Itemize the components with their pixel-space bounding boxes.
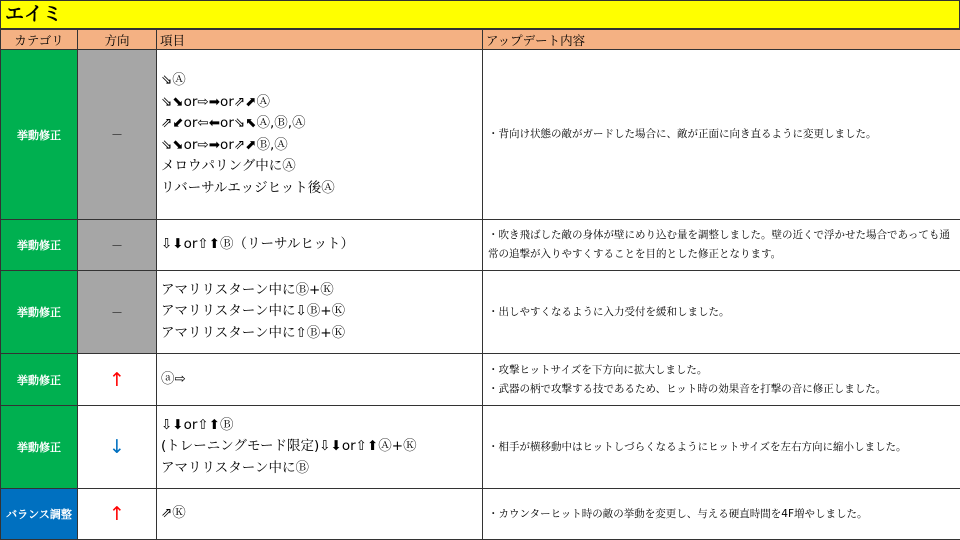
category-cell: 挙動修正 — [1, 406, 78, 489]
direction-none: － — [110, 305, 123, 320]
direction-cell — [78, 354, 157, 406]
update-table — [0, 29, 960, 540]
direction-cell — [78, 50, 157, 220]
header-category: カテゴリ — [1, 30, 78, 50]
category-cell: バランス調整 — [1, 489, 78, 540]
header-item: 項目 — [157, 30, 483, 50]
header-direction: 方向 — [78, 30, 157, 50]
table-row — [1, 50, 960, 220]
category-cell: 挙動修正 — [1, 354, 78, 406]
table-row — [1, 489, 960, 540]
category-cell: 挙動修正 — [1, 271, 78, 354]
up-arrow-icon: ↑ — [109, 368, 125, 391]
command-line: ⓐ⇨ — [161, 370, 186, 387]
content-line: ・出しやすくなるように入力受付を緩和しました。 — [488, 305, 730, 318]
command-line: アマリリスターン中にⒷ — [161, 459, 309, 476]
content-cell — [483, 271, 960, 354]
direction-cell — [78, 489, 157, 540]
direction-cell — [78, 220, 157, 271]
command-line: ⇗⬋or⇦⬅or⇘⬉Ⓐ,Ⓑ,Ⓐ — [161, 115, 306, 131]
content-cell — [483, 406, 960, 489]
table-row — [1, 406, 960, 489]
command-line: アマリリスターン中にⒷ+Ⓚ — [161, 281, 334, 298]
command-line: (トレーニングモード限定)⇩⬇or⇧⬆Ⓐ+Ⓚ — [161, 438, 417, 455]
content-line: ・カウンターヒット時の敵の挙動を変更し、与える硬直時間を4F増やしました。 — [488, 507, 868, 520]
header-content: アップデート内容 — [483, 30, 960, 50]
table-row — [1, 220, 960, 271]
command-line: アマリリスターン中に⇧Ⓑ+Ⓚ — [161, 324, 346, 341]
command-line: メロウパリング中にⒶ — [161, 158, 296, 174]
command-line: リバーサルエッジヒット後Ⓐ — [161, 179, 335, 196]
command-line: ⇘⬊or⇨➡or⇗⬈Ⓐ — [161, 93, 270, 110]
content-cell — [483, 489, 960, 540]
command-line: ⇩⬇or⇧⬆Ⓑ（リーサルヒット） — [161, 236, 354, 253]
item-cell — [157, 50, 483, 220]
content-line: ・攻撃ヒットサイズを下方向に拡大しました。 — [488, 363, 708, 376]
category-cell: 挙動修正 — [1, 220, 78, 271]
down-arrow-icon: ↓ — [109, 436, 125, 458]
item-cell — [157, 354, 483, 406]
command-line: ⇘⬊or⇨➡or⇗⬈Ⓑ,Ⓐ — [161, 136, 288, 153]
table-row — [1, 354, 960, 406]
command-line: ⇘Ⓐ — [161, 72, 186, 88]
content-line: ・背向け状態の敵がガードした場合に、敵が正面に向き直るように変更しました。 — [488, 128, 877, 140]
command-line: ⇗Ⓚ — [161, 505, 186, 522]
item-cell — [157, 271, 483, 354]
up-arrow-icon: ↑ — [109, 503, 125, 525]
content-line: ・吹き飛ばした敵の身体が壁にめり込む量を調整しました。壁の近くで浮かせた場合であっても通常の追撃が入りやすくすることを目的とした修正となります。 — [488, 229, 950, 260]
item-cell — [157, 220, 483, 271]
content-cell — [483, 50, 960, 220]
content-line: ・相手が横移動中はヒットしづらくなるようにヒットサイズを左右方向に縮小しました。 — [488, 440, 907, 453]
command-line: ⇩⬇or⇧⬆Ⓑ — [161, 416, 234, 433]
direction-cell — [78, 406, 157, 489]
direction-none: － — [110, 128, 123, 142]
content-cell — [483, 354, 960, 406]
item-cell — [157, 489, 483, 540]
command-line: アマリリスターン中に⇩Ⓑ+Ⓚ — [161, 303, 346, 320]
table-row — [1, 271, 960, 354]
content-line: ・武器の柄で攻撃する技であるため、ヒット時の効果音を打撃の音に修正しました。 — [488, 382, 887, 395]
category-cell: 挙動修正 — [1, 50, 78, 220]
content-cell — [483, 220, 960, 271]
table-header-row — [1, 30, 960, 50]
page-title: エイミ — [0, 0, 960, 29]
direction-cell — [78, 271, 157, 354]
direction-none: － — [110, 238, 123, 253]
item-cell — [157, 406, 483, 489]
